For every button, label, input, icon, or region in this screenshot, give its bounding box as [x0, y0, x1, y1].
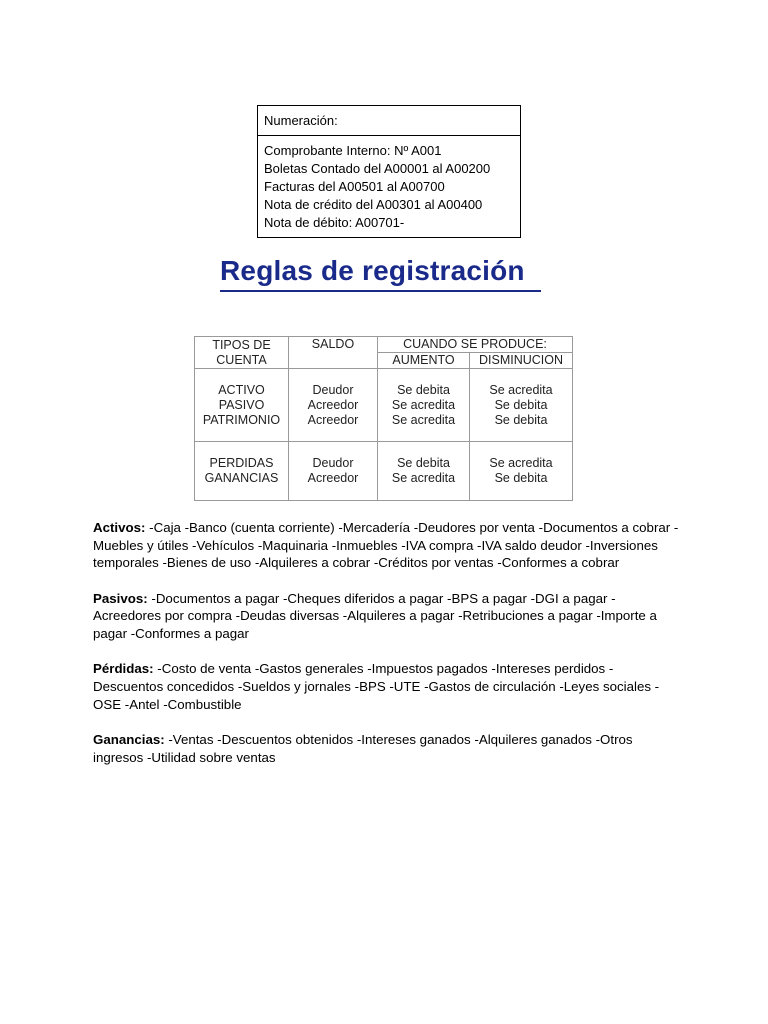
cell-tipos: PERDIDAS GANANCIAS: [195, 442, 289, 501]
numeracion-list: [258, 136, 520, 232]
header-cuando-se-produce: CUANDO SE PRODUCE:: [378, 337, 573, 353]
cell-saldo: Deudor Acreedor: [289, 442, 378, 501]
table-row: [195, 442, 573, 501]
cell-aumento: Se debita Se acredita Se acredita: [378, 369, 470, 442]
registration-rules-table: [194, 336, 573, 501]
numeracion-box: [257, 105, 521, 238]
numeracion-line: Boletas Contado del A00001 al A00200: [264, 161, 491, 176]
title-underline: [220, 290, 541, 292]
pasivos-label: Pasivos:: [93, 590, 148, 606]
cell-disminucion: Se acredita Se debita: [470, 442, 573, 501]
pasivos-text: -Documentos a pagar -Cheques diferidos a pagar -BPS a pagar -DGI a pagar -Acreedores por compra -Deudas diversas -Alquileres a pagar -Retribuciones a pagar -Importe a pagar -Conformes a pagar: [93, 590, 657, 642]
table-row: [195, 369, 573, 442]
activos-paragraph: [93, 519, 683, 572]
perdidas-paragraph: [93, 660, 683, 713]
header-disminucion: DISMINUCION: [470, 353, 573, 369]
numeracion-line: Nota de débito: A00701-: [264, 215, 405, 230]
cell-aumento: Se debita Se acredita: [378, 442, 470, 501]
ganancias-label: Ganancias:: [93, 731, 165, 747]
numeracion-line: Nota de crédito del A00301 al A00400: [264, 197, 483, 212]
table-header-row: [195, 337, 573, 353]
cell-saldo: Deudor Acreedor Acreedor: [289, 369, 378, 442]
perdidas-text: -Costo de venta -Gastos generales -Impuestos pagados -Intereses perdidos -Descuentos concedidos -Sueldos y jornales -BPS -UTE -Gastos de circulación -Leyes sociales -OSE -Antel -Combustible: [93, 661, 660, 712]
activos-label: Activos:: [93, 520, 146, 535]
cell-tipos: ACTIVO PASIVO PATRIMONIO: [195, 369, 289, 442]
numeracion-line: Facturas del A00501 al A00700: [264, 179, 445, 194]
ganancias-paragraph: [93, 731, 683, 766]
numeracion-title: Numeración:: [258, 106, 520, 136]
pasivos-paragraph: [93, 590, 683, 643]
numeracion-line: Comprobante Interno: Nº A001: [264, 143, 442, 158]
header-tipos-cuenta: TIPOS DE CUENTA: [195, 337, 289, 369]
perdidas-label: Pérdidas:: [93, 661, 154, 677]
cell-disminucion: Se acredita Se debita Se debita: [470, 369, 573, 442]
header-aumento: AUMENTO: [378, 353, 470, 369]
section-title: Reglas de registración: [220, 255, 525, 286]
header-saldo: SALDO: [289, 337, 378, 369]
ganancias-text: -Ventas -Descuentos obtenidos -Intereses ganados -Alquileres ganados -Otros ingresos -Utilidad sobre ventas: [93, 731, 633, 765]
activos-text: -Caja -Banco (cuenta corriente) -Mercadería -Deudores por venta -Documentos a cobrar -Muebles y útiles -Vehículos -Maquinaria -Inmuebles -IVA compra -IVA saldo deudor -Inversiones temporales -Bienes de uso -Alquileres a cobrar -Créditos por ventas -Conformes a cobrar: [93, 520, 679, 571]
account-lists: [93, 519, 683, 784]
